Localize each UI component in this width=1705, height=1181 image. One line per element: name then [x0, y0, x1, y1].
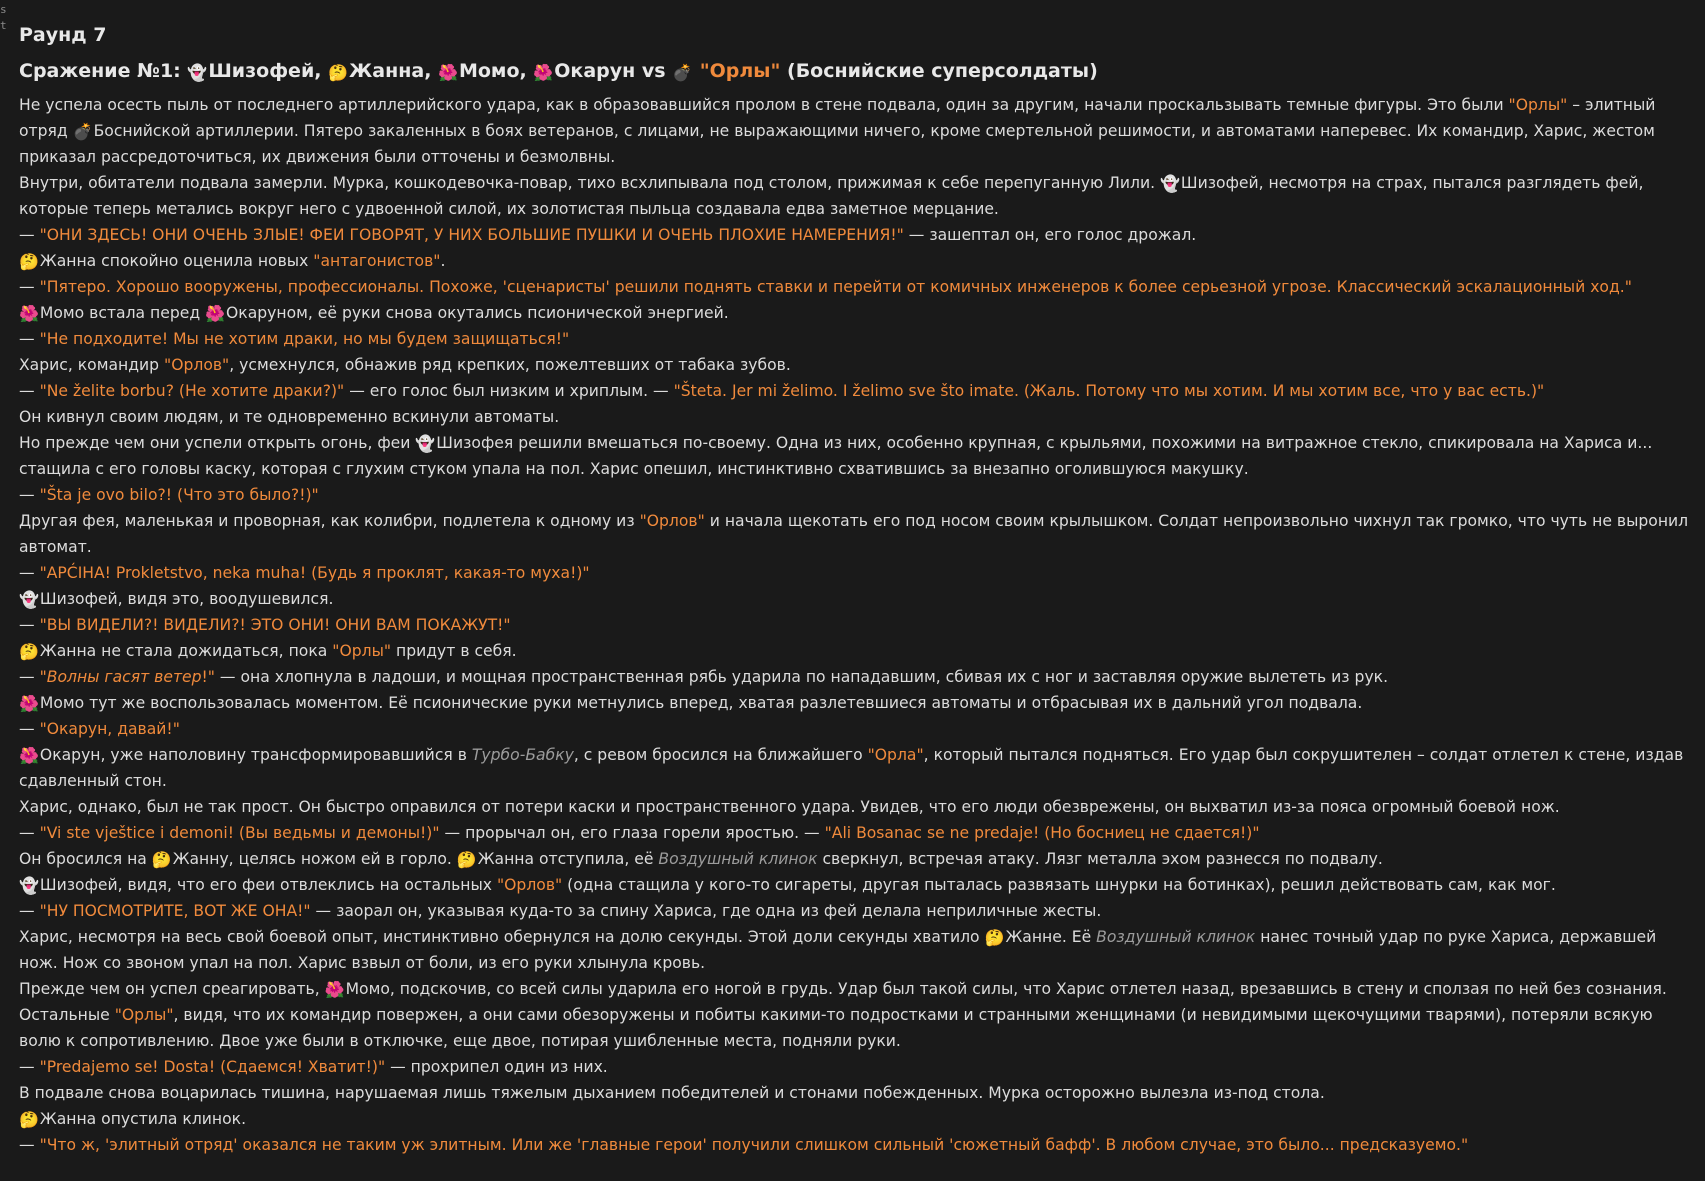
bomb-icon: 💣	[72, 122, 93, 141]
battle-title: Сражение №1: 👻Шизофей, 🤔Жанна, 🌺Момо, 🌺Окарун vs 💣 "Орлы" (Боснийские суперсолдаты)	[19, 60, 1098, 82]
narration-text: — заорал он, указывая куда-то за спину Хариса, где одна из фей делала неприличные жесты.	[310, 902, 1102, 920]
narration-text: — его голос был низким и хриплым. —	[344, 382, 674, 400]
narration-text: (одна стащила у кого-то сигареты, другая пыталась развязать шнурки на ботинках), решил действовать сам, как мог.	[562, 876, 1556, 894]
narration-text: Окаруном, её руки снова окутались псионической энергией.	[226, 304, 729, 322]
narration-text: Жанна спокойно оценила новых	[39, 252, 314, 270]
quote-text: "Predajemo se! Dosta! (Сдаемся! Хватит!)"	[39, 1058, 386, 1076]
spell-name: Волны гасят ветер	[46, 668, 202, 686]
narration-text: придут в себя.	[391, 642, 517, 660]
term-text: Воздушный клинок	[658, 850, 818, 868]
narration-text: – элитный отряд	[19, 96, 1656, 140]
narration-text: Харис, несмотря на весь свой боевой опыт, инстинктивно обернулся на долю секунды. Этой доли секунды хватило	[19, 928, 985, 946]
story-paragraph	[19, 248, 1693, 274]
narration-text: Момо встала перед	[39, 304, 206, 322]
story-paragraph	[19, 170, 1693, 222]
quote-text: "Орлы"	[1508, 96, 1568, 114]
battle-name-1: Шизофей	[208, 60, 315, 82]
thinking-face-icon: 🤔	[984, 928, 1005, 947]
narration-text: —	[19, 486, 40, 504]
story-paragraph	[19, 1002, 1693, 1054]
narration-text: нанес точный удар по руке Хариса, державшей нож. Нож со звоном упал на пол. Харис взвыл от боли, из его руки хлынула кровь.	[19, 928, 1657, 972]
battle-prefix: Сражение №1:	[19, 60, 188, 82]
thinking-face-icon: 🤔	[19, 252, 39, 271]
narration-text: Не успела осесть пыль от последнего артиллерийского удара, как в образовавшийся пролом в стене подвала, один за другим, начали проскальзывать темные фигуры. Это были	[19, 96, 1509, 114]
narration-text: Жанна не стала дожидаться, пока	[39, 642, 333, 660]
story-paragraph	[19, 742, 1693, 794]
story-paragraph	[19, 820, 1693, 846]
story-paragraph	[19, 1054, 1693, 1080]
term-text: Воздушный клинок	[1096, 928, 1256, 946]
narration-text: —	[19, 1136, 40, 1154]
round-title: Раунд 7	[19, 24, 107, 46]
narration-text: —	[19, 824, 40, 842]
narration-text: — она хлопнула в ладоши, и мощная пространственная рябь ударила по нападавшим, сбивая их с ног и заставляя оружие вылететь из рук.	[214, 668, 1389, 686]
story-paragraph	[19, 1080, 1693, 1106]
narration-text: —	[19, 668, 40, 686]
narration-text: Харис, командир	[19, 356, 165, 374]
story-paragraph	[19, 872, 1693, 898]
quote-text: "Vi ste vještice i demoni! (Вы ведьмы и демоны!)"	[39, 824, 440, 842]
narration-text: Момо, подскочив, со всей силы ударила его ногой в грудь. Удар был такой силы, что Харис отлетел назад, врезавшись в стену и сползая по ней без сознания.	[345, 980, 1667, 998]
story-paragraph	[19, 404, 1693, 430]
story-paragraph	[19, 482, 1693, 508]
story-paragraph	[19, 586, 1693, 612]
story-paragraph	[19, 794, 1693, 820]
narration-text: —	[19, 720, 40, 738]
story-paragraph	[19, 508, 1693, 560]
ghost-icon: 👻	[1160, 174, 1180, 193]
story-paragraph	[19, 430, 1693, 482]
battle-name-4: Окарун	[554, 60, 636, 82]
narration-text: Жанна опустила клинок.	[39, 1110, 247, 1128]
narration-text: Момо тут же воспользовалась моментом. Её псионические руки метнулись вперед, хватая разлетевшиеся автоматы и отбрасывая их в дальний угол подвала.	[39, 694, 1363, 712]
narration-text: — зашептал он, его голос дрожал.	[903, 226, 1197, 244]
quote-text: "Орлов"	[639, 512, 705, 530]
narration-text: , видя, что их командир повержен, а они сами обезоружены и побиты какими-то подростками и странными женщинами (и невидимыми щекочущими тварями), потеряли всякую волю к сопротивлению. Двое уже были в отключке, еще двое, потирая ушибленные места, подняли руки.	[19, 1006, 1653, 1050]
story-paragraph	[19, 1106, 1693, 1132]
flower-icon: 🌺	[19, 304, 39, 323]
ghost-icon: 👻	[415, 434, 436, 453]
narration-text: —	[19, 616, 40, 634]
battle-enemy-note: (Боснийские суперсолдаты)	[780, 60, 1098, 82]
ghost-icon: 👻	[19, 590, 39, 609]
narration-text: Жанна отступила, её	[477, 850, 659, 868]
quote-text: !"	[201, 668, 215, 686]
narration-text: Окарун, уже наполовину трансформировавшийся в	[39, 746, 472, 764]
narration-text: —	[19, 564, 40, 582]
thinking-face-icon: 🤔	[328, 63, 349, 82]
thinking-face-icon: 🤔	[19, 1110, 39, 1129]
quote-text: "Орла"	[867, 746, 924, 764]
story-paragraph	[19, 976, 1693, 1002]
narration-text: Он кивнул своим людям, и те одновременно вскинули автоматы.	[19, 408, 560, 426]
flower-icon: 🌺	[324, 980, 345, 999]
narration-text: Остальные	[19, 1006, 115, 1024]
story-paragraph	[19, 1132, 1693, 1158]
narration-text: Шизофей, видя, что его феи отвлеклись на остальных	[39, 876, 497, 894]
narration-text: Жанне. Её	[1005, 928, 1097, 946]
cut-off-text	[18, 0, 158, 8]
narration-text: .	[440, 252, 446, 270]
ghost-icon: 👻	[19, 876, 39, 895]
story-paragraph	[19, 222, 1693, 248]
quote-text: "Что ж, 'элитный отряд' оказался не таким уж элитным. Или же 'главные герои' получили слишком сильный 'сюжетный бафф'. В любом случае, это было... предсказуемо."	[39, 1136, 1469, 1154]
narration-text: Другая фея, маленькая и проворная, как колибри, подлетела к одному из	[19, 512, 640, 530]
flower-icon: 🌺	[533, 63, 554, 82]
story-paragraph	[19, 352, 1693, 378]
narration-text: —	[19, 330, 40, 348]
bomb-icon: 💣	[672, 63, 693, 82]
narration-text: Внутри, обитатели подвала замерли. Мурка, кошкодевочка-повар, тихо всхлипывала под столом, прижимая к себе перепуганную Лили.	[19, 174, 1160, 192]
narration-text: Шизофея решили вмешаться по-своему. Одна из них, особенно крупная, с крыльями, похожими на витражное стекло, спикировала на Хариса и... стащила с его головы каску, которая с глухим стуком упала на пол. Харис опешил, инстинктивно схватившись за внезапно оголившуюся макушку.	[19, 434, 1653, 478]
quote-text: "Ne želite borbu? (Не хотите драки?)"	[39, 382, 345, 400]
story-paragraph	[19, 690, 1693, 716]
quote-text: "Не подходите! Мы не хотим драки, но мы будем защищаться!"	[39, 330, 570, 348]
narration-text: , с ревом бросился на ближайшего	[573, 746, 868, 764]
narration-text: и начала щекотать его под носом своим крылышком. Солдат непроизвольно чихнул так громко, что чуть не выронил автомат.	[19, 512, 1689, 556]
flower-icon: 🌺	[205, 304, 226, 323]
narration-text: сверкнул, встречая атаку. Лязг металла эхом разнесся по подвалу.	[817, 850, 1383, 868]
narration-text: —	[19, 902, 40, 920]
narration-text: В подвале снова воцарилась тишина, нарушаемая лишь тяжелым дыханием победителей и стонами побежденных. Мурка осторожно вылезла из-под стола.	[19, 1084, 1325, 1102]
thinking-face-icon: 🤔	[19, 642, 39, 661]
narration-text: Шизофей, видя это, воодушевился.	[39, 590, 334, 608]
quote-text: "антагонистов"	[313, 252, 441, 270]
flower-icon: 🌺	[19, 694, 39, 713]
battle-name-2: Жанна	[349, 60, 425, 82]
quote-text: "Орлы"	[332, 642, 392, 660]
edge-marks: s t	[0, 3, 7, 32]
story-paragraph	[19, 92, 1693, 170]
narration-text: — прохрипел один из них.	[385, 1058, 608, 1076]
quote-text: "ОНИ ЗДЕСЬ! ОНИ ОЧЕНЬ ЗЛЫЕ! ФЕИ ГОВОРЯТ, У НИХ БОЛЬШИЕ ПУШКИ И ОЧЕНЬ ПЛОХИЕ НАМЕРЕНИЯ!"	[39, 226, 904, 244]
story-text	[19, 92, 1693, 1158]
term-text: Турбо-Бабку	[471, 746, 574, 764]
quote-text: "ВЫ ВИДЕЛИ?! ВИДЕЛИ?! ЭТО ОНИ! ОНИ ВАМ ПОКАЖУТ!"	[39, 616, 511, 634]
thinking-face-icon: 🤔	[151, 850, 172, 869]
thinking-face-icon: 🤔	[456, 850, 477, 869]
quote-text: "НУ ПОСМОТРИТЕ, ВОТ ЖЕ ОНА!"	[39, 902, 311, 920]
narration-text: Харис, однако, был не так прост. Он быстро оправился от потери каски и пространственного удара. Увидев, что его люди обезврежены, он выхватил из-за пояса огромный боевой нож.	[19, 798, 1560, 816]
story-paragraph	[19, 326, 1693, 352]
narration-text: — прорычал он, его глаза горели яростью. —	[439, 824, 825, 842]
battle-vs: vs	[635, 60, 673, 82]
quote-text: "АPĆIНА! Prokletstvo, neka muha! (Будь я проклят, какая-то муха!)"	[39, 564, 590, 582]
battle-name-3: Момо	[458, 60, 520, 82]
story-paragraph	[19, 846, 1693, 872]
narration-text: Но прежде чем они успели открыть огонь, феи	[19, 434, 416, 452]
story-paragraph	[19, 378, 1693, 404]
story-paragraph	[19, 300, 1693, 326]
message-content	[19, 18, 1693, 1158]
narration-text: Прежде чем он успел среагировать,	[19, 980, 325, 998]
flower-icon: 🌺	[19, 746, 39, 765]
narration-text: Шизофей, несмотря на страх, пытался разглядеть фей, которые теперь метались вокруг него с удвоенной силой, их золотистая пыльца создавала едва заметное мерцание.	[19, 174, 1644, 218]
narration-text: —	[19, 278, 40, 296]
quote-text: "Орлы"	[114, 1006, 174, 1024]
quote-text: "Орлов"	[496, 876, 563, 894]
story-paragraph	[19, 274, 1693, 300]
story-paragraph	[19, 638, 1693, 664]
narration-text: , усмехнулся, обнажив ряд крепких, пожелтевших от табака зубов.	[229, 356, 791, 374]
narration-text: Он бросился на	[19, 850, 152, 868]
quote-text: "	[39, 668, 47, 686]
quote-text: "Окарун, давай!"	[39, 720, 180, 738]
quote-text: "Пятеро. Хорошо вооружены, профессионалы. Похоже, 'сценаристы' решили поднять ставки и перейти от комичных инженеров к более серьезной угрозе. Классический эскалационный ход."	[39, 278, 1632, 296]
story-paragraph	[19, 612, 1693, 638]
narration-text: Боснийской артиллерии. Пятеро закаленных в боях ветеранов, с лицами, не выражающими ничего, кроме смертельной решимости, и автоматами наперевес. Их командир, Харис, жестом приказал рассредоточиться, их движения были отточены и безмолвны.	[19, 122, 1655, 166]
story-paragraph	[19, 924, 1693, 976]
quote-text: "Šteta. Jer mi želimo. I želimo sve što imate. (Жаль. Потому что мы хотим. И мы хотим все, что у вас есть.)"	[673, 382, 1545, 400]
flower-icon: 🌺	[438, 63, 458, 82]
quote-text: "Šta je ovo bilo?! (Что это было?!)"	[39, 486, 319, 504]
story-paragraph	[19, 560, 1693, 586]
narration-text: —	[19, 382, 40, 400]
narration-text: —	[19, 1058, 40, 1076]
story-paragraph	[19, 716, 1693, 742]
narration-text: Жанну, целясь ножом ей в горло.	[172, 850, 457, 868]
battle-enemy: "Орлы"	[699, 60, 781, 82]
story-paragraph	[19, 664, 1693, 690]
story-paragraph	[19, 898, 1693, 924]
narration-text: , который пытался подняться. Его удар был сокрушителен – солдат отлетел к стене, издав сдавленный стон.	[19, 746, 1684, 790]
quote-text: "Ali Bosanac se ne predaje! (Но босниец не сдается!)"	[824, 824, 1260, 842]
quote-text: "Орлов"	[164, 356, 230, 374]
narration-text: —	[19, 226, 40, 244]
ghost-icon: 👻	[187, 63, 208, 82]
